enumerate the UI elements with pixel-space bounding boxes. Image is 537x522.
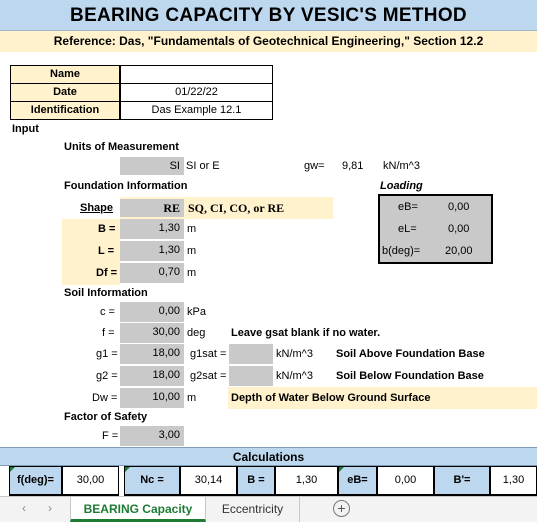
calc-Bprime-label: B'=	[434, 466, 490, 495]
B-unit: m	[187, 223, 197, 235]
g1sat-label: g1sat =	[190, 348, 227, 360]
Df-label: Df =	[96, 267, 118, 279]
c-input[interactable]: 0,00	[120, 302, 184, 322]
units-title: Units of Measurement	[64, 141, 179, 153]
tab-eccentricity[interactable]: Eccentricity	[206, 497, 300, 522]
g2-input[interactable]: 18,00	[120, 366, 184, 386]
L-input[interactable]: 1,30	[120, 241, 184, 261]
eL-label: eL=	[398, 223, 417, 235]
f-label: f =	[102, 327, 115, 339]
calc-eB-value: 0,00	[377, 466, 434, 495]
g1sat-unit: kN/m^3	[276, 348, 313, 360]
scroll-right-icon[interactable]: ›	[48, 501, 52, 515]
date-label: Date	[10, 83, 120, 102]
soil-title: Soil Information	[64, 287, 148, 299]
date-field[interactable]: 01/22/22	[120, 83, 273, 102]
L-label: L =	[98, 245, 115, 257]
shape-hint: SQ, CI, CO, or RE	[188, 201, 285, 215]
Df-input[interactable]: 0,70	[120, 263, 184, 283]
Df-unit: m	[187, 267, 197, 279]
name-label: Name	[10, 65, 120, 84]
B-label: B =	[98, 223, 116, 235]
identification-label: Identification	[10, 101, 120, 120]
reference-line: Reference: Das, "Fundamentals of Geotechnical Engineering," Section 12.2	[0, 31, 537, 52]
g2sat-unit: kN/m^3	[276, 370, 313, 382]
b-input[interactable]: 20,00	[445, 245, 473, 257]
B-input[interactable]: 1,30	[120, 219, 184, 239]
gw-unit: kN/m^3	[383, 160, 420, 172]
name-field[interactable]	[120, 65, 273, 84]
identification-field[interactable]: Das Example 12.1	[120, 101, 273, 120]
c-unit: kPa	[187, 306, 206, 318]
Dw-label: Dw =	[92, 392, 118, 404]
calculations-header: Calculations	[0, 447, 537, 466]
input-section-label: Input	[12, 123, 39, 135]
g2-desc: Soil Below Foundation Base	[336, 370, 484, 382]
f-input[interactable]: 30,00	[120, 323, 184, 343]
g1-label: g1 =	[96, 348, 118, 360]
calc-B-value: 1,30	[275, 466, 338, 495]
calc-f-label: f(deg)=	[9, 466, 62, 495]
calc-f-value: 30,00	[62, 466, 119, 495]
g2sat-input[interactable]	[229, 366, 273, 386]
shape-label: Shape	[80, 202, 114, 214]
fos-title: Factor of Safety	[64, 411, 148, 423]
sheet-tab-bar	[0, 496, 537, 522]
calc-Bprime-value: 1,30	[490, 466, 537, 495]
eB-input[interactable]: 0,00	[448, 201, 470, 213]
gw-value: 9,81	[342, 160, 364, 172]
scroll-left-icon[interactable]: ‹	[22, 501, 26, 515]
L-unit: m	[187, 245, 197, 257]
units-hint: SI or E	[186, 160, 220, 172]
calc-eB-label: eB=	[338, 466, 377, 495]
sheet-title: BEARING CAPACITY BY VESIC'S METHOD	[0, 0, 537, 31]
foundation-title: Foundation Information	[64, 180, 188, 192]
Dw-desc: Depth of Water Below Ground Surface	[228, 387, 537, 409]
shape-input[interactable]: RE	[120, 199, 184, 217]
units-input[interactable]: SI	[120, 157, 184, 175]
g1-input[interactable]: 18,00	[120, 344, 184, 364]
Dw-unit: m	[187, 392, 197, 404]
F-input[interactable]: 3,00	[120, 426, 184, 446]
tab-bearing-capacity[interactable]: BEARING Capacity	[70, 497, 206, 522]
b-label: b(deg)=	[382, 245, 421, 257]
g1-desc: Soil Above Foundation Base	[336, 348, 485, 360]
gw-label: gw=	[304, 160, 325, 172]
calc-Nc-label: Nc =	[124, 466, 180, 495]
loading-title: Loading	[380, 180, 423, 192]
g2sat-label: g2sat =	[190, 370, 227, 382]
calc-B-label: B =	[237, 466, 275, 495]
calc-Nc-value: 30,14	[180, 466, 237, 495]
c-label: c =	[100, 306, 115, 318]
F-label: F =	[102, 430, 119, 442]
eB-label: eB=	[398, 201, 418, 213]
Dw-input[interactable]: 10,00	[120, 388, 184, 408]
eL-input[interactable]: 0,00	[448, 223, 470, 235]
f-unit: deg	[187, 327, 206, 339]
gsat-note: Leave gsat blank if no water.	[231, 327, 381, 339]
g2-label: g2 =	[96, 370, 118, 382]
add-sheet-icon[interactable]: +	[333, 500, 350, 517]
g1sat-input[interactable]	[229, 344, 273, 364]
